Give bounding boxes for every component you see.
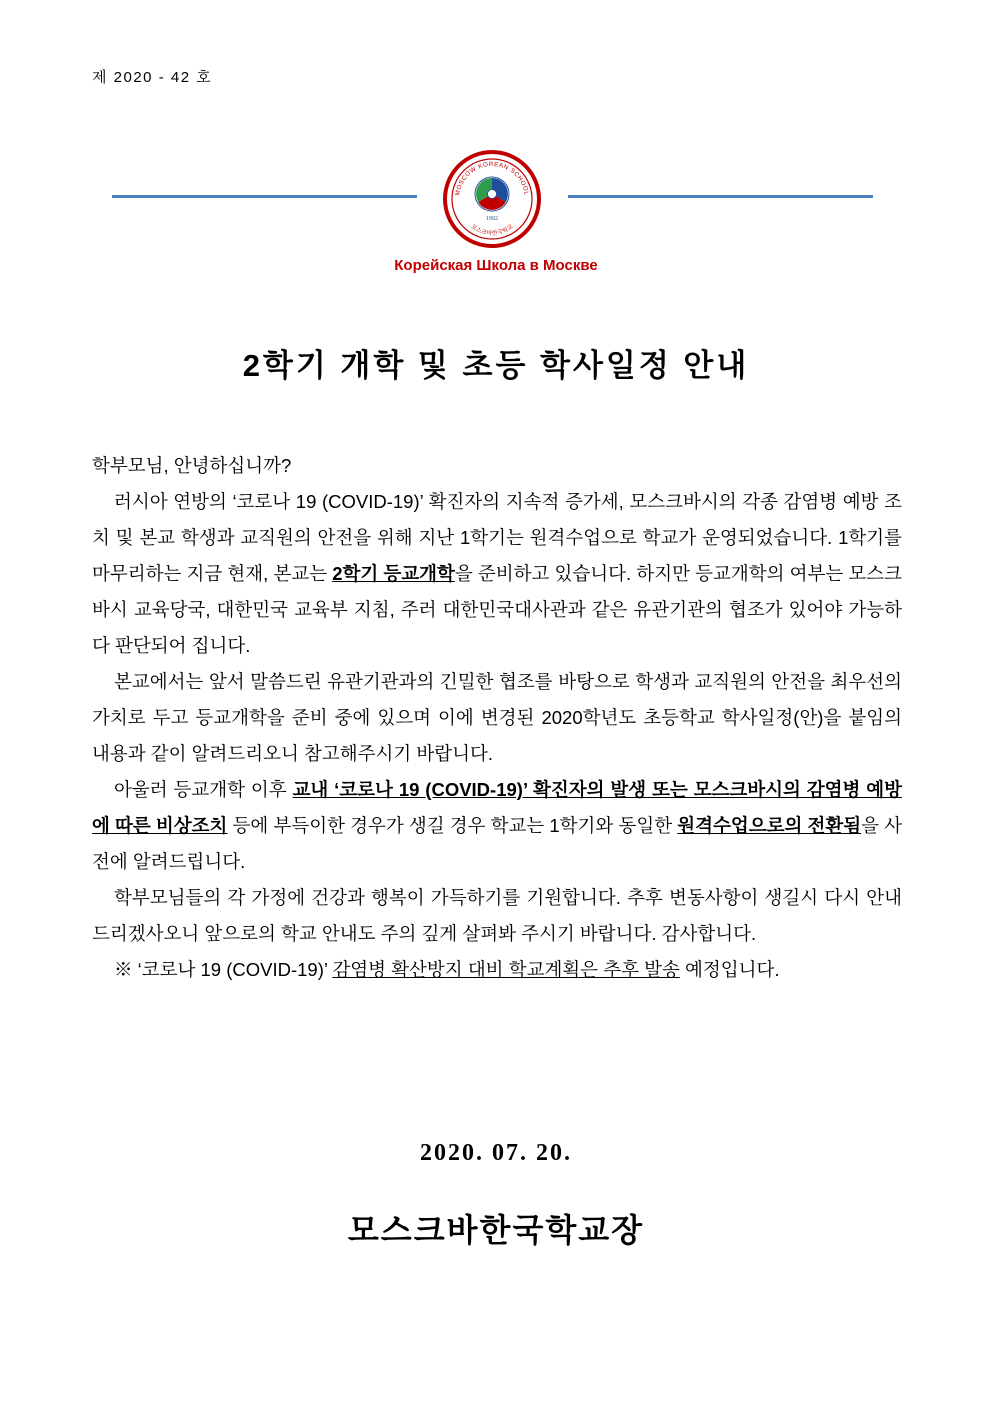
svg-text:MOSCOW KOREAN SCHOOL: MOSCOW KOREAN SCHOOL — [454, 160, 530, 197]
letterhead — [0, 150, 992, 280]
document-body — [92, 448, 902, 988]
school-name-russian: Корейская Школа в Москве — [394, 257, 598, 274]
p3-part-b: 등에 부득이한 경우가 생길 경우 학교는 1학기와 동일한 — [227, 815, 678, 836]
document-date: 2020. 07. 20. — [420, 1140, 572, 1166]
svg-text:1992: 1992 — [486, 216, 498, 222]
paragraph-3 — [92, 772, 902, 880]
p5-part-a: ※ ‘코로나 19 (COVID-19)’ — [114, 959, 333, 980]
p3-underline-2: 원격수업으로의 전환됨 — [677, 815, 862, 836]
document-number: 제 2020 - 42 호 — [92, 69, 213, 86]
p1-part-b: 을 준비하고 있습니다. 하지만 등교개학의 여부는 모스크바시 교육당국, 대한민국 교육부 지침, 주러 대한민국대사관과 같은 유관기관의 협조가 있어야 가능하다 판단되어 집니다. — [92, 563, 902, 656]
p3-underline-1: 교내 ‘코로나 19 (COVID-19)’ 확진자의 발생 또는 모스크바시의 감염병 예방에 따른 비상조치 — [92, 779, 902, 836]
paragraph-greeting: 학부모님, 안녕하십니까? — [92, 455, 292, 476]
p1-underline: 2학기 등교개학 — [332, 563, 455, 584]
school-emblem-icon — [443, 150, 541, 248]
p3-part-a: 아울러 등교개학 이후 — [114, 779, 293, 800]
paragraph-2: 본교에서는 앞서 말씀드린 유관기관과의 긴밀한 협조를 바탕으로 학생과 교직원의 안전을 최우선의 가치로 두고 등교개학을 준비 중에 있으며 이에 변경된 2020학년도 초등학교 학사일정(안)을 붙임의 내용과 같이 알려드리오니 참고해주시기 바랍니다. — [92, 671, 902, 764]
p5-part-b: 예정입니다. — [679, 959, 780, 980]
paragraph-1 — [92, 484, 902, 664]
svg-text:모스크바한국학교: 모스크바한국학교 — [469, 224, 515, 238]
header-rule-left — [112, 195, 417, 198]
header-rule-right — [568, 195, 873, 198]
paragraph-4: 학부모님들의 각 가정에 건강과 행복이 가득하기를 기원합니다. 추후 변동사항이 생길시 다시 안내 드리겠사오니 앞으로의 학교 안내도 주의 깊게 살펴봐 주시기 바랍니다. 감사합니다. — [92, 887, 902, 944]
p1-part-a: 러시아 연방의 ‘코로나 19 (COVID-19)’ 확진자의 지속적 증가세, 모스크바시의 각종 감염병 예방 조치 및 본교 학생과 교직원의 안전을 위해 지난 1학기는 원격수업으로 학교가 운영되었습니다. 1학기를 마무리하는 지금 현재, 본교는 — [92, 491, 902, 584]
paragraph-5-note — [92, 952, 902, 988]
p3-part-c: 을 사전에 알려드립니다. — [92, 815, 902, 872]
document-signature: 모스크바한국학교장 — [347, 1212, 645, 1248]
p5-underline: 감염병 확산방지 대비 학교계획은 추후 발송 — [332, 959, 680, 980]
document-title: 2학기 개학 및 초등 학사일정 안내 — [242, 348, 750, 383]
